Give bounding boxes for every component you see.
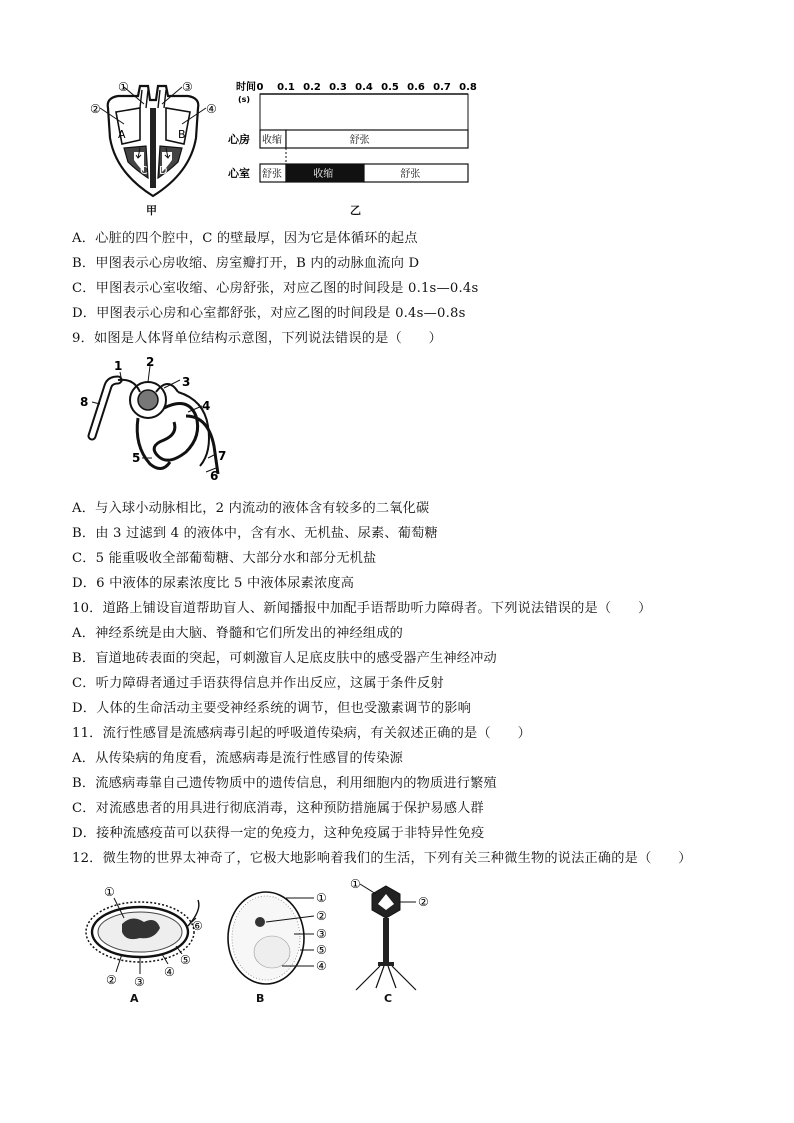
- yeast-label-5: ⑤: [316, 943, 327, 957]
- fig-b-caption: B: [256, 992, 265, 1005]
- chamber-c: C: [140, 164, 148, 177]
- heart-label-1: ①: [118, 80, 129, 94]
- time-unit: (s): [238, 95, 251, 104]
- phase-label: 收缩: [262, 135, 282, 146]
- nephron-label-1: 1: [114, 359, 123, 373]
- phage-diagram: [346, 878, 446, 994]
- bacterium-label-2: ②: [106, 973, 117, 987]
- q10-stem: 10．道路上铺设盲道帮助盲人、新闻播报中加配手语帮助听力障碍者。下列说法错误的是（ ）: [72, 601, 652, 616]
- q10-option-b: B．盲道地砖表面的突起，可刺激盲人足底皮肤中的感受器产生神经冲动: [72, 651, 497, 666]
- chamber-a: A: [118, 128, 126, 141]
- nephron-label-8: 8: [80, 395, 89, 409]
- bacterium-diagram: [78, 880, 218, 1000]
- x-tick-label: 0: [256, 82, 264, 93]
- chamber-d: D: [159, 164, 168, 177]
- q11-option-c: C．对流感患者的用具进行彻底消毒，这种预防措施属于保护易感人群: [72, 801, 484, 816]
- phase-label: 收缩: [313, 169, 334, 180]
- row-label: 心室: [228, 167, 250, 180]
- q12-stem: 12．微生物的世界太神奇了，它极大地影响着我们的生活，下列有关三种微生物的说法正确的是（ ）: [72, 851, 692, 866]
- chart-frame: [260, 94, 468, 130]
- yeast-label-4: ④: [316, 959, 327, 973]
- nephron-label-2: 2: [146, 356, 155, 369]
- phage-label-2: ②: [418, 895, 429, 909]
- x-tick-label: 0.4: [355, 82, 373, 93]
- x-tick-label: 0.6: [407, 82, 425, 93]
- yeast-label-1: ①: [316, 891, 327, 905]
- chart-caption: 乙: [350, 204, 361, 217]
- q9-option-a: A．与入球小动脉相比，2 内流动的液体含有较多的二氧化碳: [72, 501, 430, 516]
- bacterium-label-1: ①: [104, 885, 115, 899]
- q8-option-a: A．心脏的四个腔中，C 的壁最厚，因为它是体循环的起点: [72, 231, 418, 246]
- nephron-label-5: 5: [132, 451, 141, 465]
- q11-option-b: B．流感病毒靠自己遗传物质中的遗传信息，利用细胞内的物质进行繁殖: [72, 776, 497, 791]
- heart-label-3: ③: [182, 80, 193, 94]
- x-tick-label: 0.2: [303, 82, 321, 93]
- phase-label: 舒张: [400, 169, 421, 180]
- bacterium-label-4: ④: [164, 965, 175, 979]
- q9-option-c: C．5 能重吸收全部葡萄糖、大部分水和部分无机盐: [72, 551, 377, 566]
- x-tick-label: 0.1: [277, 82, 295, 93]
- q11-stem: 11．流行性感冒是流感病毒引起的呼吸道传染病，有关叙述正确的是（ ）: [72, 726, 531, 741]
- q8-option-c: C．甲图表示心室收缩、心房舒张，对应乙图的时间段是 0.1s—0.4s: [72, 281, 479, 296]
- bacterium-label-6: ⑥: [192, 919, 203, 933]
- x-tick-label: 0.5: [381, 82, 399, 93]
- x-tick-label: 0.7: [433, 82, 451, 93]
- row-label: 心房: [228, 133, 250, 146]
- q8-option-d: D．甲图表示心房和心室都舒张，对应乙图的时间段是 0.4s—0.8s: [72, 306, 466, 321]
- q9-stem: 9．如图是人体肾单位结构示意图，下列说法错误的是（ ）: [72, 331, 443, 346]
- phage-label-1: ①: [350, 878, 361, 891]
- heart-caption: 甲: [146, 204, 157, 217]
- yeast-diagram: [220, 886, 340, 990]
- q9-option-b: B．由 3 过滤到 4 的液体中，含有水、无机盐、尿素、葡萄糖: [72, 526, 438, 541]
- q8-option-b: B．甲图表示心房收缩、房室瓣打开，B 内的动脉血流向 D: [72, 256, 420, 271]
- q10-option-d: D．人体的生命活动主要受神经系统的调节，但也受激素调节的影响: [72, 701, 472, 716]
- fig-c-caption: C: [384, 992, 393, 1005]
- fig-a-caption: A: [130, 992, 139, 1005]
- x-tick-label: 0.8: [459, 82, 477, 93]
- x-tick-label: 0.3: [329, 82, 347, 93]
- bacterium-label-3: ③: [134, 975, 145, 989]
- heart-label-4: ④: [206, 102, 217, 116]
- cardiac-cycle-chart: [226, 76, 486, 196]
- q10-option-a: A．神经系统是由大脑、脊髓和它们所发出的神经组成的: [72, 626, 404, 641]
- heart-label-2: ②: [90, 102, 101, 116]
- q9-option-d: D．6 中液体的尿素浓度比 5 中液体尿素浓度高: [72, 576, 355, 591]
- nephron-label-6: 6: [210, 469, 219, 483]
- bacterium-label-5: ⑤: [180, 953, 191, 967]
- yeast-label-3: ③: [316, 927, 327, 941]
- nephron-label-4: 4: [202, 399, 211, 413]
- phase-label: 舒张: [262, 169, 282, 180]
- nephron-label-7: 7: [218, 449, 227, 463]
- phase-bar: [286, 130, 468, 148]
- nephron-label-3: 3: [182, 375, 191, 389]
- time-label: 时间: [236, 82, 256, 93]
- nephron-diagram: [78, 356, 238, 486]
- yeast-label-2: ②: [316, 909, 327, 923]
- chamber-b: B: [178, 128, 186, 141]
- q11-option-a: A．从传染病的角度看，流感病毒是流行性感冒的传染源: [72, 751, 404, 766]
- heart-diagram: [78, 78, 228, 218]
- q11-option-d: D．接种流感疫苗可以获得一定的免疫力，这种免疫属于非特异性免疫: [72, 826, 485, 841]
- phase-label: 舒张: [349, 135, 370, 146]
- q10-option-c: C．听力障碍者通过手语获得信息并作出反应，这属于条件反射: [72, 676, 444, 691]
